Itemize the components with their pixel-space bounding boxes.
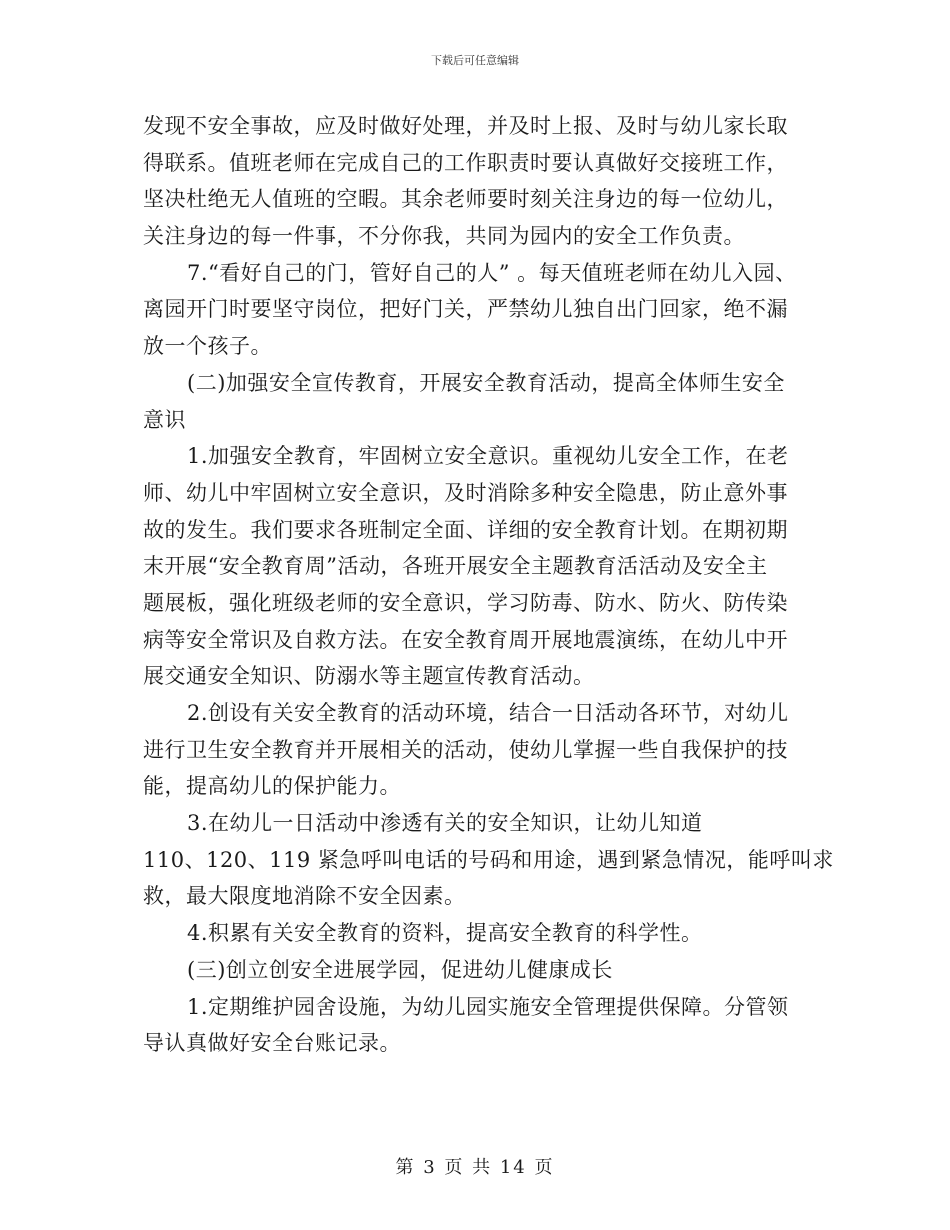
text-line: 进行卫生安全教育并开展相关的活动，使幼儿掌握一些自我保护的技 xyxy=(143,737,788,762)
text-line: 2.创设有关安全教育的活动环境，结合一日活动各环节，对幼儿 xyxy=(187,701,789,725)
text-line: 离园开门时要坚守岗位，把好门关，严禁幼儿独自出门回家，绝不漏 xyxy=(143,297,788,322)
page-footer: 第 3 页 共 14 页 xyxy=(395,1157,555,1178)
text-line: 放一个孩子。 xyxy=(143,334,272,359)
text-line: 关注身边的每一件事，不分你我，共同为园内的安全工作负责。 xyxy=(143,224,745,249)
text-line: 展交通安全知识、防溺水等主题宣传教育活动。 xyxy=(143,664,595,689)
text-line: 导认真做好安全台账记录。 xyxy=(143,1031,401,1056)
text-line: 题展板，强化班级老师的安全意识，学习防毒、防水、防火、防传染 xyxy=(143,590,788,615)
text-line: 救，最大限度地消除不安全因素。 xyxy=(143,884,466,909)
text-line: 4.积累有关安全教育的资料，提高安全教育的科学性。 xyxy=(187,921,703,946)
text-line: 意识 xyxy=(143,407,186,432)
text-line: 3.在幼儿一日活动中渗透有关的安全知识，让幼儿知道 xyxy=(187,811,703,836)
text-line: 发现不安全事故，应及时做好处理，并及时上报、及时与幼儿家长取 xyxy=(143,114,788,138)
text-line: 1.定期维护园舍设施，为幼儿园实施安全管理提供保障。分管领 xyxy=(187,994,789,1019)
text-line: 末开展“安全教育周”活动，各班开展安全主题教育活活动及安全主 xyxy=(143,554,768,579)
text-line: (三)创立创安全进展学园，促进幼儿健康成长 xyxy=(187,957,613,982)
text-line: 110、120、119 紧急呼叫电话的号码和用途，遇到紧急情况，能呼叫求 xyxy=(143,847,834,872)
text-line: 得联系。值班老师在完成自己的工作职责时要认真做好交接班工作， xyxy=(143,150,788,175)
header-note: 下载后可任意编辑 xyxy=(431,54,519,67)
text-line: 7.“看好自己的门，管好自己的人” 。每天值班老师在幼儿入园、 xyxy=(187,260,797,285)
text-line: 能，提高幼儿的保护能力。 xyxy=(143,774,401,799)
text-line: 故的发生。我们要求各班制定全面、详细的安全教育计划。在期初期 xyxy=(143,517,788,542)
text-line: 1.加强安全教育，牢固树立安全意识。重视幼儿安全工作，在老 xyxy=(187,444,789,469)
text-line: 病等安全常识及自救方法。在安全教育周开展地震演练，在幼儿中开 xyxy=(143,627,788,652)
text-line: 坚决杜绝无人值班的空暇。其余老师要时刻关注身边的每一位幼儿， xyxy=(143,187,788,212)
text-line: (二)加强安全宣传教育，开展安全教育活动，提高全体师生安全 xyxy=(187,370,785,395)
document-body xyxy=(143,108,833,1062)
text-line: 师、幼儿中牢固树立安全意识，及时消除多种安全隐患，防止意外事 xyxy=(143,480,788,505)
